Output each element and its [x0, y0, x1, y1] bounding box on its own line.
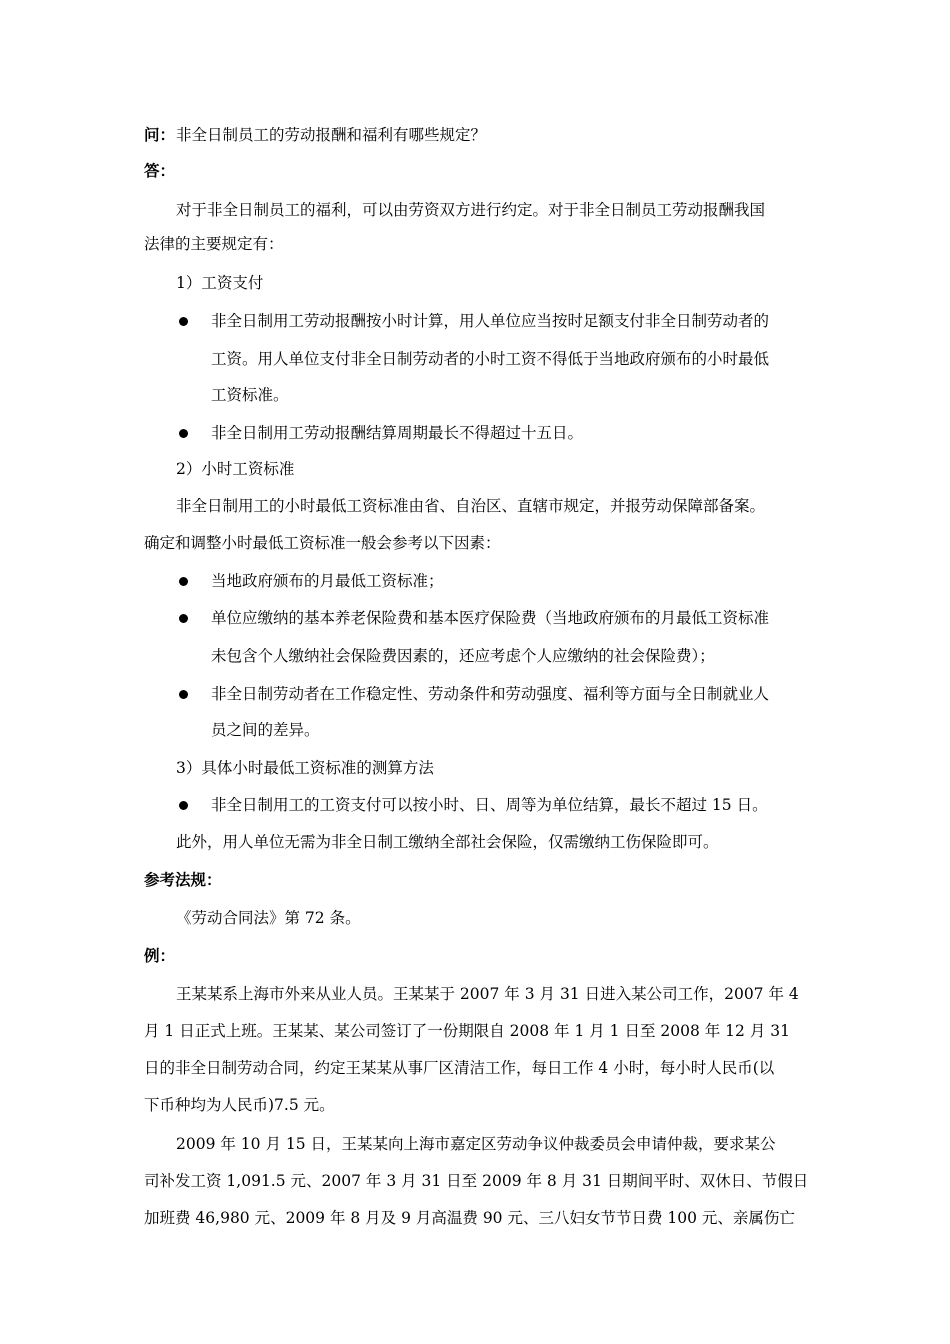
question-text: 非全日制员工的劳动报酬和福利有哪些规定？ [176, 126, 487, 144]
reference-label: 参考法规： [144, 870, 222, 889]
bullet-dot [179, 801, 188, 810]
document-page: 问： 非全日制员工的劳动报酬和福利有哪些规定？ 答： 对于非全日制员工的福利，可以由劳资双方进行约定。对于非全日制员工劳动报酬我国 法律的主要规定有： 1）工资支付 非全日制用工劳动报酬按小时计算，用人单位应当按时足额支付非全日制劳动者的 工资。用人单位支付非全日制劳动者的小时工资不得低于当地政府颁布的小时最低 工资标准。 非全日制用工劳动报酬结算周期最长不得超过十五日。 2）小时工资标准 非全日制用工的小时最低工资标准由省、自治区、直辖市规定，并报劳动保障部备案。 确定和调整小时最低工资标准一般会参考以下因素： 当地政府颁布的月最低工资标准； 单位应缴纳的基本养老保险费和基本医疗保险费（当地政府颁布的月最低工资标准 未包含个人缴纳社会保险费因素的，还应考虑个人应缴纳的社会保险费）； 非全日制劳动者在工作稳定性、劳动条件和劳动强度、福利等方面与全日制就业人 员之间的差异。 3）具体小时最低工资标准的测算方法 非全日制用工的工资支付可以按小时、日、周等为单位结算，最长不超过 15 日。 此外，用人单位无需为非全日制工缴纳全部社会保险，仅需缴纳工伤保险即可。 参考法规： 《劳动合同法》第 72 条。 例： 王某某系上海市外来从业人员。王某某于 2007 年 3 月 31 日进入某公司工作，2007 年 4 月 1 日正式上班。王某某、某公司签订了一份期限自 2008 年 1 月 1 日至 2008 年 12 月 31 日的非全日制劳动合同，约定王某某从事厂区清洁工作，每日工作 4 小时，每小时人民币(以 下币种均为人民币)7.5 元。 2009 年 10 月 15 日，王某某向上海市嘉定区劳动争议仲裁委员会申请仲裁，要求某公 司补发工资 1,091.5 元、2007 年 3 月 31 日至 2009 年 8 月 31 日期间平时、双休日、节假日 加班费 46,980 元、2009 年 8 月及 9 月高温费 90 元、三八妇女节节日费 100 元、亲属伤亡 [144, 125, 809, 1227]
bullet-dot [179, 317, 188, 326]
question-label: 问： [144, 125, 176, 144]
bullet-dot [179, 577, 188, 586]
answer-label: 答： [144, 161, 176, 180]
reference-text: 《劳动合同法》第 72 条。 [176, 909, 361, 927]
bullet-dot [179, 429, 188, 438]
example-label: 例： [144, 946, 176, 965]
bullet-dot [179, 614, 188, 623]
bullet-dot [179, 690, 188, 699]
